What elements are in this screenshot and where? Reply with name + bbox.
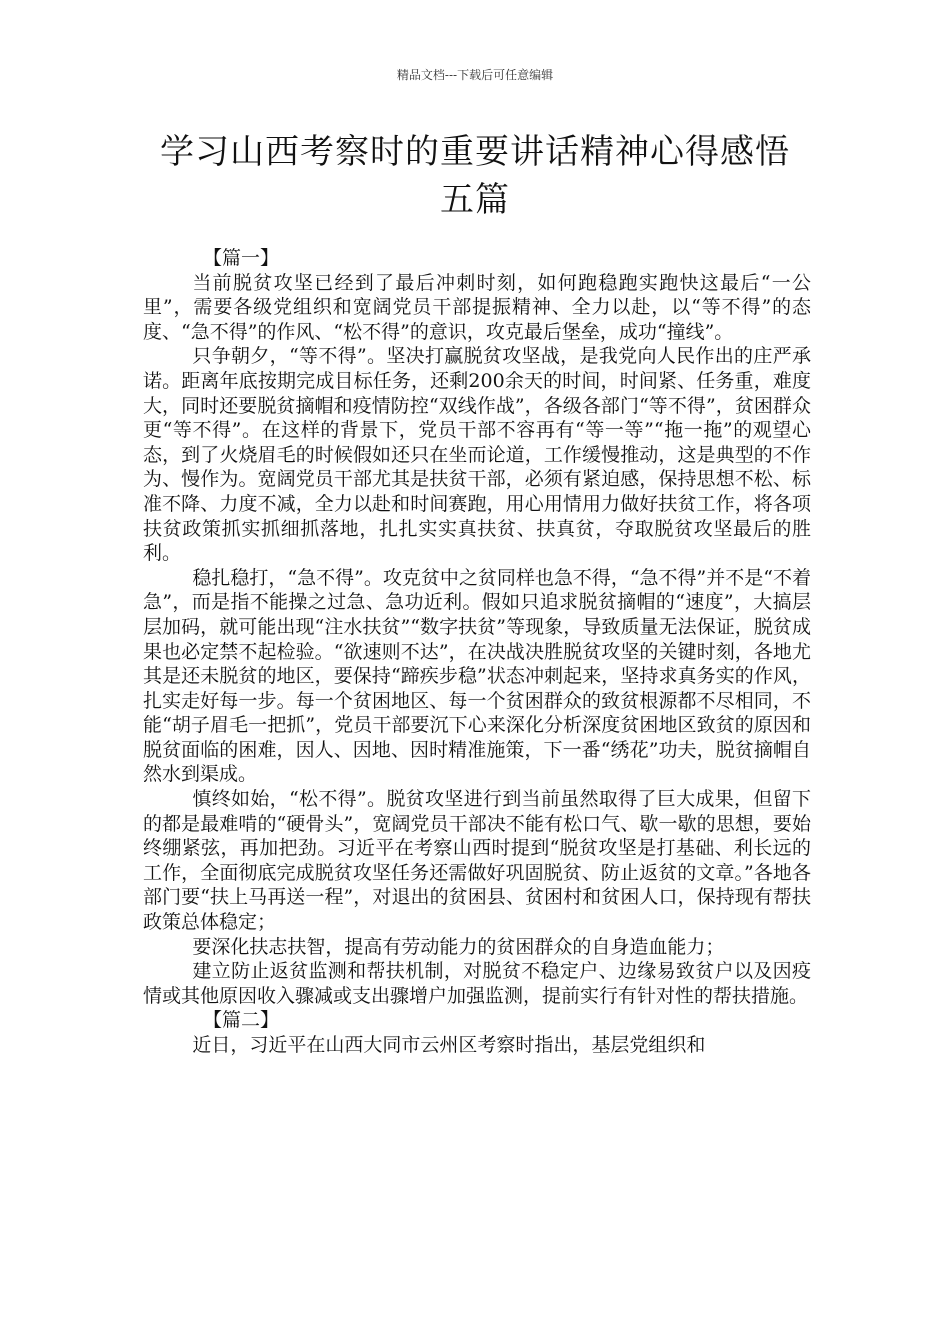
header-note: 精品文档---下载后可任意编辑 [396,68,554,82]
paragraph: 近日，习近平在山西大同市云州区考察时指出，基层党组织和 [192,1034,706,1056]
title-line-1: 学习山西考察时的重要讲话精神心得感悟 [160,132,790,172]
document-title [120,128,830,224]
document-body [143,246,811,1058]
paragraph: 要深化扶志扶智，提高有劳动能力的贫困群众的自身造血能力； [192,935,725,958]
section-heading: 【篇一】 [203,247,280,269]
paragraph: 建立防止返贫监测和帮扶机制，对脱贫不稳定户、边缘易致贫户以及因疫情或其他原因收入骤减或支出骤增户加强监测，提前实行有针对性的帮扶措施。 [143,960,811,1007]
paragraph: 慎终如始，“松不得”。脱贫攻坚进行到当前虽然取得了巨大成果，但留下的都是最难啃的“硬骨头”，宽阔党员干部决不能有松口气、歇一歇的思想，要始终绷紧弦，再加把劲。习近平在考察山西时提到“脱贫攻坚是打基础、利长远的工作，全面彻底完成脱贫攻坚任务还需做好巩固脱贫、防止返贫的文章。”各地各部门要“扶上马再送一程”，对退出的贫困县、贫困村和贫困人口，保持现有帮扶政策总体稳定； [143,788,811,934]
section-heading: 【篇二】 [203,1009,280,1032]
paragraph: 稳扎稳打，“急不得”。攻克贫中之贫同样也急不得，“急不得”并不是“不着急”，而是指不能操之过急、急功近利。假如只追求脱贫摘帽的“速度”，大搞层层加码，就可能出现“注水扶贫”“数字扶贫”等现象，导致质量无法保证，脱贫成果也必定禁不起检验。“欲速则不达”，在决战决胜脱贫攻坚的关键时刻，各地尤其是还未脱贫的地区，要保持“蹄疾步稳”状态冲刺起来，坚持求真务实的作风，扎实走好每一步。每一个贫困地区、每一个贫困群众的致贫根源都不尽相同，不能“胡子眉毛一把抓”，党员干部要沉下心来深化分析深度贫困地区致贫的原因和脱贫面临的困难，因人、因地、因时精准施策，下一番“绣花”功夫，脱贫摘帽自然水到渠成。 [143,566,811,786]
section-1 [143,246,811,1008]
title-line-2: 五篇 [440,180,510,220]
paragraph: 当前脱贫攻坚已经到了最后冲刺时刻，如何跑稳跑实跑快这最后“一公里”，需要各级党组织和宽阔党员干部提振精神、全力以赴，以“等不得”的态度、“急不得”的作风、“松不得”的意识，攻克最后堡垒，成功“撞线”。 [143,271,811,343]
section-2 [143,1008,811,1057]
paragraph: 只争朝夕，“等不得”。坚决打赢脱贫攻坚战，是我党向人民作出的庄严承诺。距离年底按期完成目标任务，还剩200余天的时间，时间紧、任务重，难度大，同时还要脱贫摘帽和疫情防控“双线作战”，各级各部门“等不得”，贫困群众更“等不得”。在这样的背景下，党员干部不容再有“等一等”“拖一拖”的观望心态，到了火烧眉毛的时候假如还只在坐而论道，工作缓慢推动，这是典型的不作为、慢作为。宽阔党员干部尤其是扶贫干部，必须有紧迫感，保持思想不松、标准不降、力度不减，全力以赴和时间赛跑，用心用情用力做好扶贫工作，将各项扶贫政策抓实抓细抓落地，扎扎实实真扶贫、扶真贫，夺取脱贫攻坚最后的胜利。 [143,345,811,565]
